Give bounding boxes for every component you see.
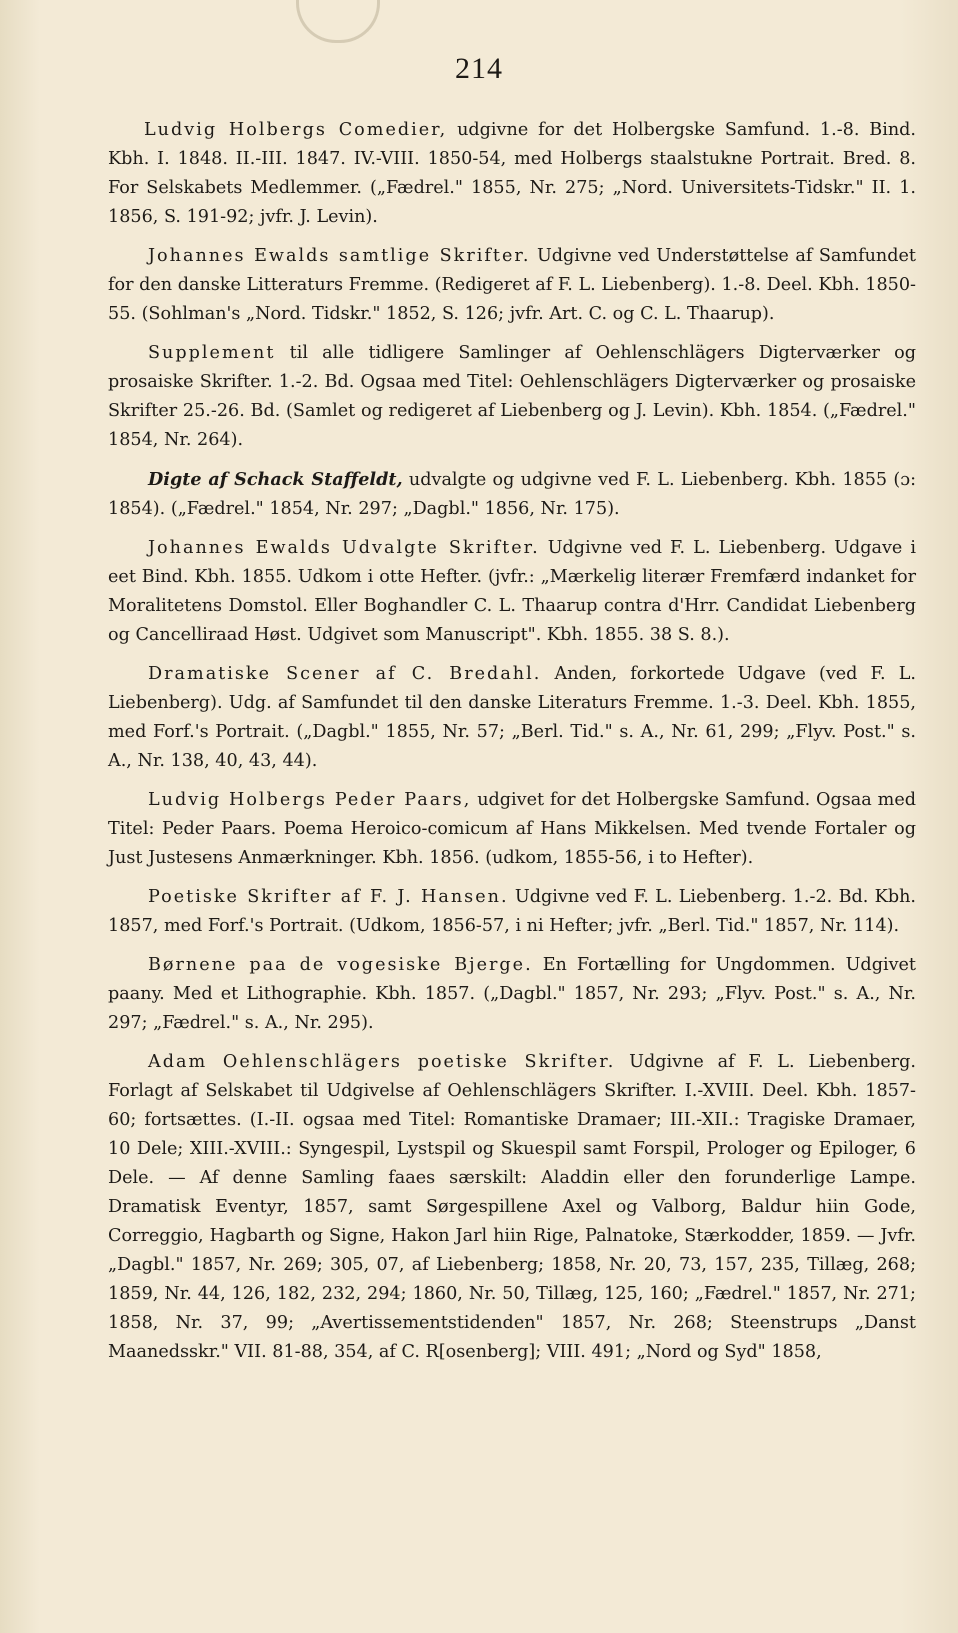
entry-body: Anden, forkortede Udgave (ved F. L. Liebenberg). Udg. af Samfundet til den danske Literaturs Fremme. 1.-3. Deel. Kbh. 1855, med Forf.'s Portrait. („Dagbl." 1855, Nr. 57; „Berl. Tid." s. A., Nr. 61, 299; „Flyv. Post." s. A., Nr. 138, 40, 43, 44). — [108, 664, 916, 771]
bibliography-text — [108, 116, 916, 1377]
entry-bredahl — [108, 660, 916, 776]
entry-title: Johannes Ewalds samtlige Skrifter. — [148, 246, 531, 266]
entry-title: Børnene paa de vogesiske Bjerge. — [148, 955, 533, 975]
entry-peder-paars — [108, 786, 916, 873]
entry-body: Udgivne af F. L. Liebenberg. Forlagt af Selskabet til Udgivelse af Oehlenschlägers Skrifter. I.-XVIII. Deel. Kbh. 1857-60; fortsættes. (I.-II. ogsaa med Titel: Romantiske Dramaer; III.-XII.: Tragiske Dramaer, 10 Dele; XIII.-XVIII.: Syngespil, Lystspil og Skuespil samt Forspil, Prologer og Epiloger, 6 Dele. — Af denne Samling faaes særskilt: Aladdin eller den forunderlige Lampe. Dramatisk Eventyr, 1857, samt Sørgespillene Axel og Valborg, Baldur hiin Gode, Correggio, Hagbarth og Signe, Hakon Jarl hiin Rige, Palnatoke, Stærkodder, 1859. — Jvfr. „Dagbl." 1857, Nr. 269; 305, 07, af Liebenberg; 1858, Nr. 20, 73, 157, 235, Tillæg, 268; 1859, Nr. 44, 126, 182, 232, 294; 1860, Nr. 50, Tillæg, 125, 160; „Fædrel." 1857, Nr. 271; 1858, Nr. 37, 99; „Avertissementstidenden" 1857, Nr. 268; Steenstrups „Danst Maanedsskr." VII. 81-88, 354, af C. R[osenberg]; VIII. 491; „Nord og Syd" 1858, — [108, 1052, 916, 1362]
entry-holberg-comedier — [108, 116, 916, 232]
entry-title: Adam Oehlenschlägers poetiske Skrifter. — [148, 1052, 616, 1072]
entry-title: Poetiske Skrifter af F. J. Hansen. — [148, 887, 509, 907]
entry-body: udgivet for det Holbergske Samfund. Ogsaa med Titel: Peder Paars. Poema Heroico-comicum af Hans Mikkelsen. Med tvende Fortaler og Just Justesens Anmærkninger. Kbh. 1856. (udkom, 1855-56, i to Hefter). — [108, 790, 916, 868]
entry-title: Dramatiske Scener af C. Bredahl. — [148, 664, 542, 684]
entry-body: udvalgte og udgivne ved F. L. Liebenberg. Kbh. 1855 (ɔ: 1854). („Fædrel." 1854, Nr. 297; „Dagbl." 1856, Nr. 175). — [108, 470, 916, 519]
entry-body: Udgivne ved F. L. Liebenberg. Udgave i eet Bind. Kbh. 1855. Udkom i otte Hefter. (jvfr.: „Mærkelig literær Fremfærd indanket for Moralitetens Domstol. Eller Boghandler C. L. Thaarup contra d'Hrr. Candidat Liebenberg og Cancelliraad Høst. Udgivet som Manuscript". Kbh. 1855. 38 S. 8.). — [108, 538, 916, 645]
entry-staffeldt — [108, 465, 916, 524]
entry-title: Supplement — [148, 343, 276, 363]
entry-title: Johannes Ewalds Udvalgte Skrifter. — [148, 538, 540, 558]
page-number: 214 — [455, 52, 503, 85]
entry-ewald-samtlige — [108, 242, 916, 329]
entry-title: Digte af Schack Staffeldt, — [148, 469, 403, 490]
entry-body: Udgivne ved F. L. Liebenberg. 1.-2. Bd. Kbh. 1857, med Forf.'s Portrait. (Udkom, 1856-57, i ni Hefter; jvfr. „Berl. Tid." 1857, Nr. 114). — [108, 887, 917, 936]
entry-body: En Fortælling for Ungdommen. Udgivet paany. Med et Lithographie. Kbh. 1857. („Dagbl." 1857, Nr. 293; „Flyv. Post." s. A., Nr. 297; „Fædrel." s. A., Nr. 295). — [108, 955, 917, 1033]
entry-oehlenschlaeger — [108, 1048, 916, 1367]
entry-title: Ludvig Holbergs Peder Paars, — [148, 790, 472, 810]
entry-ewald-udvalgte — [108, 534, 916, 650]
entry-body: til alle tidligere Samlinger af Oehlenschlägers Digterværker og prosaiske Skrifter. 1.-2. Bd. Ogsaa med Titel: Oehlenschlägers Digterværker og prosaiske Skrifter 25.-26. Bd. (Samlet og redigeret af Liebenberg og J. Levin). Kbh. 1854. („Fædrel." 1854, Nr. 264). — [108, 343, 916, 450]
entry-title: Ludvig Holbergs Comedier, — [144, 120, 448, 140]
entry-body: Udgivne ved Understøttelse af Samfundet for den danske Litteraturs Fremme. (Redigeret af F. L. Liebenberg). 1.-8. Deel. Kbh. 1850-55. (Sohlman's „Nord. Tidskr." 1852, S. 126; jvfr. Art. C. og C. L. Thaarup). — [108, 246, 916, 324]
entry-bornene — [108, 951, 916, 1038]
entry-body: udgivne for det Holbergske Samfund. 1.-8. Bind. Kbh. I. 1848. II.-III. 1847. IV.-VIII. 1850-54, med Holbergs staalstukne Portrait. Bred. 8. For Selskabets Medlemmer. („Fædrel." 1855, Nr. 275; „Nord. Universitets-Tidskr." II. 1. 1856, S. 191-92; jvfr. J. Levin). — [108, 120, 917, 227]
entry-hansen — [108, 883, 916, 941]
entry-supplement — [108, 339, 916, 455]
